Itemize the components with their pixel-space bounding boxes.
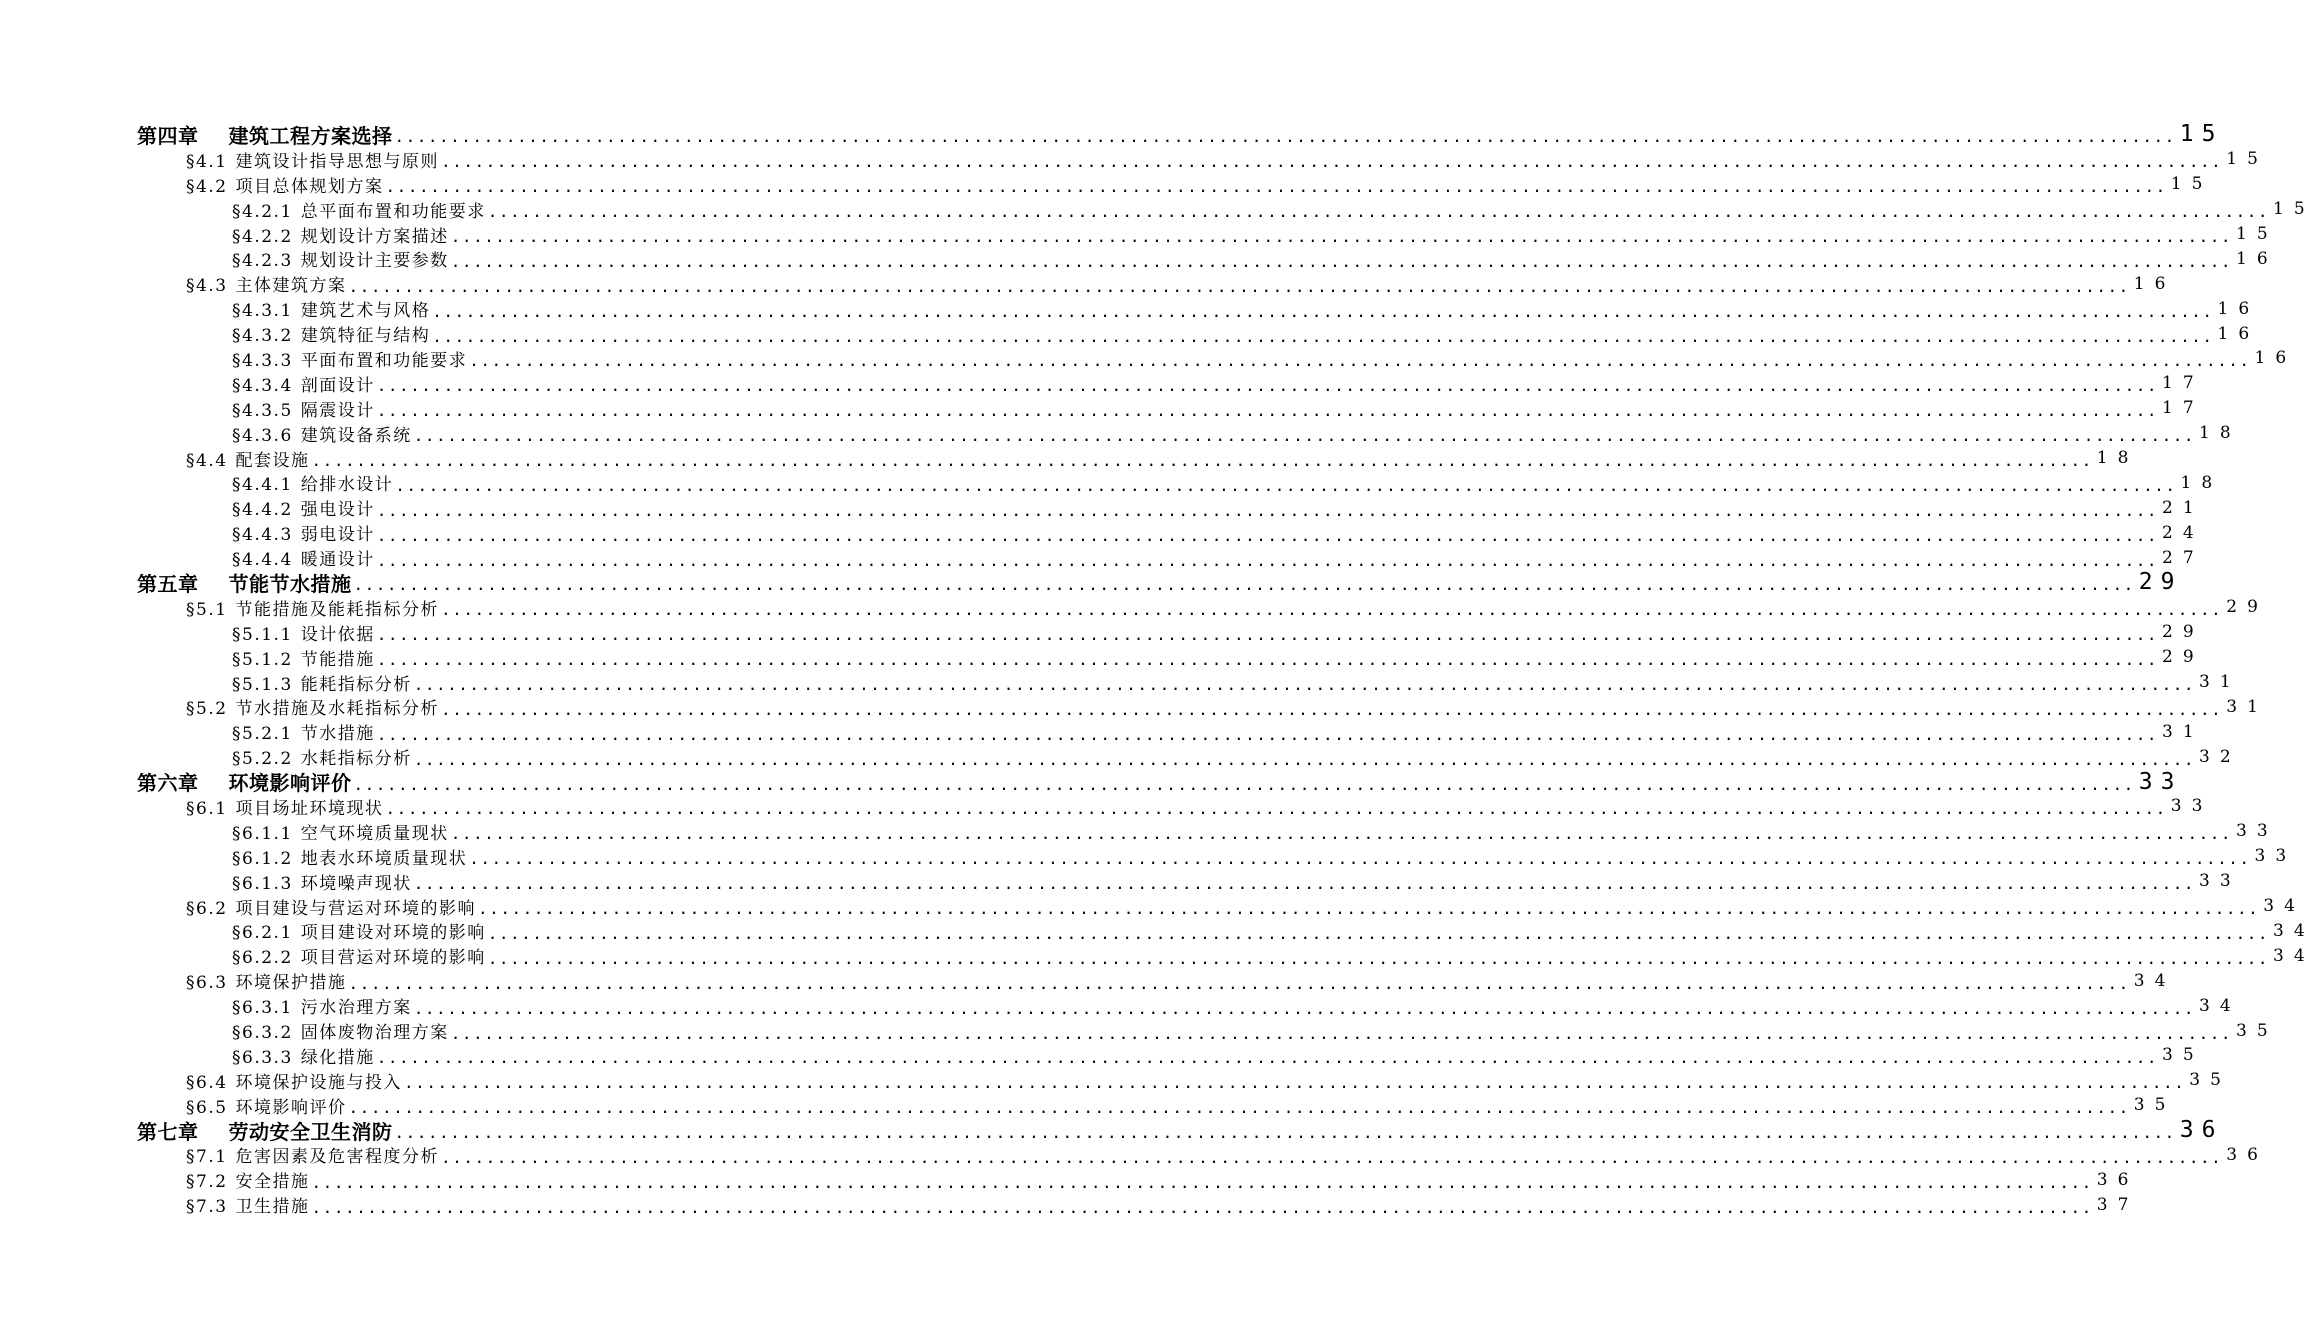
toc-subsection-entry[interactable] [232, 1043, 2204, 1068]
toc-entry-title: 节能措施 [300, 649, 375, 670]
toc-entry-title: 环境影响评价 [235, 1097, 347, 1118]
toc-entry-label [186, 595, 439, 620]
toc-entry-number: §4.2.3 [232, 251, 293, 272]
toc-entry-label [186, 1068, 402, 1093]
toc-entry-title: 隔震设计 [300, 400, 375, 421]
toc-entry-title: 项目总体规划方案 [235, 176, 384, 197]
toc-entry-label [232, 844, 467, 869]
toc-dot-leader: ................................................................................................................................................................ [413, 998, 2196, 1018]
toc-dot-leader: ................................................................................................................................................................ [487, 923, 2270, 943]
toc-subsection-entry[interactable] [232, 993, 2241, 1019]
toc-section-entry[interactable] [186, 1093, 2176, 1118]
toc-entry-number: 第四章 [137, 123, 199, 148]
toc-entry-number: §4.3.3 [232, 350, 293, 371]
toc-entry-number: §4.4 [186, 450, 228, 471]
toc-dot-leader: ................................................................................................................................................................ [348, 973, 2130, 993]
toc-entry-label [232, 744, 412, 769]
toc-entry-label [232, 545, 375, 570]
toc-chapter-entry[interactable] [137, 768, 2183, 796]
toc-page-number: 32 [2199, 746, 2241, 767]
toc-entry-label [232, 993, 412, 1018]
toc-entry-title: 项目场址环境现状 [235, 799, 384, 819]
toc-dot-leader: ................................................................................................................................................................ [353, 774, 2135, 794]
toc-page-number: 15 [2226, 149, 2268, 170]
toc-dot-leader: ................................................................................................................................................................ [376, 525, 2159, 545]
toc-dot-leader: ................................................................................................................................................................ [441, 1147, 2223, 1167]
toc-dot-leader: ................................................................................................................................................................ [450, 227, 2233, 246]
toc-entry-title: 剖面设计 [300, 375, 375, 396]
toc-chapter-entry[interactable] [137, 1117, 2224, 1144]
toc-entry-title: 建筑艺术与风格 [300, 301, 431, 322]
toc-subsection-entry[interactable] [232, 246, 2278, 272]
toc-page-number: 29 [2226, 597, 2268, 618]
toc-dot-leader: ................................................................................................................................................................ [311, 451, 2093, 471]
toc-subsection-entry[interactable] [232, 421, 2241, 446]
toc-dot-leader: ................................................................................................................................................................ [413, 675, 2196, 695]
toc-page-number: 18 [2096, 448, 2139, 469]
toc-entry-number: §6.2.1 [232, 923, 293, 944]
toc-page-number: 16 [2217, 298, 2260, 319]
toc-page-number: 15 [2179, 121, 2224, 148]
toc-dot-leader: ................................................................................................................................................................ [376, 1048, 2159, 1068]
toc-entry-number: §5.2.1 [232, 724, 293, 745]
toc-entry-number: §4.4.1 [232, 475, 293, 496]
toc-entry-label [232, 346, 467, 371]
toc-entry-title: 水耗指标分析 [300, 749, 412, 770]
toc-subsection-entry[interactable] [232, 919, 2315, 944]
toc-subsection-entry[interactable] [232, 670, 2241, 695]
toc-entry-title: 配套设施 [235, 450, 310, 471]
toc-entry-label [232, 819, 449, 844]
toc-entry-title: 建筑特征与结构 [300, 326, 431, 347]
toc-dot-leader: ................................................................................................................................................................ [394, 127, 2176, 147]
toc-entry-title: 安全措施 [235, 1172, 310, 1193]
toc-dot-leader: ................................................................................................................................................................ [395, 475, 2177, 495]
toc-page-number: 35 [2236, 1020, 2278, 1041]
toc-entry-number: §7.1 [186, 1147, 228, 1168]
toc-entry-title: 环境影响评价 [228, 771, 352, 796]
toc-entry-title: 项目营运对环境的影响 [300, 948, 486, 969]
toc-entry-number: §5.1.1 [232, 624, 293, 645]
toc-page-number: 15 [2236, 224, 2278, 244]
toc-chapter-entry[interactable] [137, 569, 2183, 596]
toc-subsection-entry[interactable] [232, 719, 2204, 745]
toc-page-number: 31 [2162, 721, 2204, 742]
toc-entry-title: 环境保护措施 [235, 973, 347, 994]
toc-entry-title: 设计依据 [300, 624, 375, 645]
toc-dot-leader: ................................................................................................................................................................ [469, 849, 2251, 869]
toc-section-entry[interactable] [186, 595, 2268, 620]
toc-dot-leader: ................................................................................................................................................................ [487, 948, 2270, 968]
toc-entry-number: §4.4.3 [232, 525, 293, 546]
toc-entry-label [137, 1116, 393, 1145]
toc-section-entry[interactable] [186, 794, 2213, 819]
toc-dot-leader: ................................................................................................................................................................ [450, 824, 2233, 844]
toc-dot-leader: ................................................................................................................................................................ [376, 724, 2159, 744]
toc-entry-number: §6.3 [186, 973, 228, 994]
toc-entry-title: 主体建筑方案 [235, 276, 347, 297]
toc-entry-title: 绿化措施 [300, 1047, 375, 1068]
toc-entry-number: §6.3.2 [232, 1023, 293, 1044]
toc-entry-label [186, 1167, 310, 1192]
toc-dot-leader: ................................................................................................................................................................ [376, 650, 2159, 670]
toc-entry-label [232, 246, 449, 271]
toc-subsection-entry[interactable] [232, 819, 2278, 844]
toc-entry-number: §4.3.5 [232, 400, 293, 421]
toc-entry-number: §6.1.3 [232, 873, 293, 894]
toc-entry-title: 地表水环境质量现状 [300, 848, 468, 869]
toc-dot-leader: ................................................................................................................................................................ [376, 625, 2159, 645]
toc-page-number: 16 [2133, 273, 2176, 294]
toc-entry-number: 第七章 [137, 1119, 199, 1144]
toc-entry-title: 劳动安全卫生消防 [228, 1119, 393, 1144]
toc-dot-leader: ................................................................................................................................................................ [376, 500, 2159, 520]
toc-entry-number: §4.3.4 [232, 375, 293, 396]
toc-section-entry[interactable] [186, 694, 2268, 720]
toc-dot-leader: ................................................................................................................................................................ [441, 600, 2223, 620]
toc-entry-number: §6.1 [186, 799, 228, 819]
toc-page-number: 34 [2273, 920, 2315, 941]
toc-page-number: 15 [2273, 199, 2315, 220]
toc-section-entry[interactable] [186, 968, 2176, 994]
toc-entry-label [232, 1043, 375, 1068]
toc-entry-number: §6.5 [186, 1097, 228, 1118]
toc-entry-number: §6.4 [186, 1072, 228, 1093]
toc-entry-title: 规划设计方案描述 [300, 226, 449, 247]
toc-entry-title: 污水治理方案 [300, 998, 412, 1019]
toc-entry-label [186, 1192, 310, 1217]
toc-entry-label [232, 197, 486, 222]
toc-subsection-entry[interactable] [232, 470, 2223, 496]
toc-entry-label [232, 719, 375, 744]
toc-entry-label [186, 968, 347, 993]
toc-entry-label [232, 222, 449, 247]
toc-entry-label [232, 520, 375, 545]
toc-entry-label [232, 620, 375, 645]
toc-page-number: 34 [2199, 995, 2241, 1016]
toc-page-number: 35 [2189, 1070, 2231, 1091]
toc-subsection-entry[interactable] [232, 1018, 2278, 1044]
toc-entry-number: §6.1.1 [232, 823, 293, 844]
toc-entry-title: 强电设计 [300, 500, 375, 521]
toc-section-entry[interactable] [186, 271, 2176, 297]
toc-entry-number: §7.2 [186, 1172, 228, 1193]
toc-section-entry[interactable] [186, 1068, 2231, 1093]
toc-entry-title: 平面布置和功能要求 [300, 350, 468, 371]
toc-section-entry[interactable] [186, 894, 2305, 919]
toc-entry-title: 总平面布置和功能要求 [300, 201, 486, 222]
toc-entry-title: 节水措施 [300, 724, 375, 745]
toc-page-number: 18 [2199, 423, 2241, 444]
toc-entry-label [186, 894, 476, 919]
toc-entry-label [186, 694, 439, 719]
toc-page-number: 31 [2226, 696, 2268, 717]
toc-entry-label [232, 421, 412, 446]
toc-entry-title: 固体废物治理方案 [300, 1023, 449, 1044]
toc-entry-number: 第五章 [137, 571, 199, 596]
toc-entry-number: §4.3 [186, 276, 228, 297]
toc-subsection-entry[interactable] [232, 869, 2241, 894]
toc-dot-leader: ................................................................................................................................................................ [376, 376, 2159, 396]
toc-dot-leader: ................................................................................................................................................................ [311, 1197, 2093, 1217]
toc-dot-leader: ................................................................................................................................................................ [376, 550, 2159, 570]
toc-entry-label [232, 645, 375, 670]
toc-chapter-entry[interactable] [137, 121, 2224, 148]
toc-page-number: 34 [2273, 945, 2315, 966]
toc-entry-title: 建筑设计指导思想与原则 [235, 151, 440, 172]
toc-entry-label [232, 495, 375, 520]
toc-page-number: 16 [2236, 248, 2278, 269]
toc-dot-leader: ................................................................................................................................................................ [487, 202, 2270, 222]
toc-entry-label [137, 767, 352, 796]
toc-entry-title: 建筑工程方案选择 [228, 123, 393, 148]
toc-entry-label [232, 670, 412, 695]
toc-entry-label [232, 396, 375, 421]
toc-dot-leader: ................................................................................................................................................................ [404, 1073, 2186, 1093]
toc-entry-title: 规划设计主要参数 [300, 251, 449, 272]
toc-page-number: 34 [2133, 970, 2176, 991]
toc-page-number: 36 [2096, 1169, 2139, 1190]
toc-page-number: 16 [2254, 348, 2297, 369]
toc-subsection-entry[interactable] [232, 645, 2204, 670]
toc-entry-title: 给排水设计 [300, 475, 394, 496]
toc-subsection-entry[interactable] [232, 495, 2204, 521]
toc-dot-leader: ................................................................................................................................................................ [376, 401, 2159, 421]
toc-entry-label [232, 470, 393, 495]
toc-page-number: 17 [2162, 373, 2204, 394]
toc-page-number: 34 [2263, 896, 2305, 917]
toc-subsection-entry[interactable] [232, 197, 2315, 222]
toc-entry-label [137, 568, 352, 597]
toc-entry-label [186, 1093, 347, 1118]
toc-page-number: 35 [2162, 1045, 2204, 1066]
toc-entry-number: §4.1 [186, 151, 228, 172]
toc-entry-number: §5.1.3 [232, 674, 293, 695]
toc-entry-title: 卫生措施 [235, 1197, 310, 1218]
toc-dot-leader: ................................................................................................................................................................ [441, 699, 2223, 719]
toc-section-entry[interactable] [186, 1143, 2268, 1168]
toc-entry-title: 项目建设与营运对环境的影响 [235, 898, 477, 919]
toc-entry-title: 环境保护设施与投入 [235, 1072, 403, 1093]
toc-entry-label [232, 321, 430, 346]
toc-entry-number: §6.3.1 [232, 998, 293, 1019]
toc-page-number: 33 [2170, 796, 2213, 817]
toc-entry-label [232, 943, 486, 968]
toc-entry-number: §6.1.2 [232, 848, 293, 869]
toc-entry-label [232, 1018, 449, 1043]
toc-dot-leader: ................................................................................................................................................................ [413, 874, 2196, 894]
toc-subsection-entry[interactable] [232, 545, 2204, 571]
toc-entry-label [186, 172, 384, 197]
toc-entry-title: 能耗指标分析 [300, 674, 412, 695]
toc-dot-leader: ................................................................................................................................................................ [432, 326, 2214, 346]
toc-page-number: 16 [2217, 323, 2260, 344]
toc-entry-number: 第六章 [137, 771, 199, 796]
toc-page-number: 29 [2138, 569, 2183, 596]
toc-page-number: 29 [2162, 622, 2204, 643]
toc-page-number: 27 [2162, 547, 2204, 568]
toc-entry-number: §5.2.2 [232, 749, 293, 770]
toc-page-number: 29 [2162, 647, 2204, 668]
table-of-contents [0, 121, 2315, 1218]
toc-entry-number: §4.4.4 [232, 550, 293, 571]
toc-subsection-entry[interactable] [232, 620, 2204, 645]
toc-entry-number: §6.2.2 [232, 948, 293, 969]
toc-section-entry[interactable] [186, 147, 2268, 172]
toc-entry-label [232, 371, 375, 396]
toc-page-number: 36 [2179, 1117, 2224, 1144]
toc-dot-leader: ................................................................................................................................................................ [432, 301, 2214, 321]
toc-entry-title: 节水措施及水耗指标分析 [235, 699, 440, 720]
toc-dot-leader: ................................................................................................................................................................ [450, 1023, 2233, 1043]
toc-dot-leader: ................................................................................................................................................................ [469, 351, 2251, 371]
toc-entry-label [232, 918, 486, 943]
toc-page-number: 37 [2096, 1194, 2139, 1215]
toc-entry-number: §7.3 [186, 1197, 228, 1218]
toc-page-number: 18 [2180, 472, 2223, 493]
toc-page-number: 35 [2133, 1095, 2176, 1116]
toc-section-entry[interactable] [186, 1192, 2139, 1218]
toc-page-number: 33 [2138, 768, 2183, 795]
toc-entry-number: §4.2.2 [232, 226, 293, 247]
toc-page-number: 15 [2170, 174, 2213, 195]
toc-dot-leader: ................................................................................................................................................................ [348, 1098, 2130, 1118]
toc-entry-number: §4.2.1 [232, 201, 293, 222]
toc-entry-number: §6.2 [186, 898, 228, 919]
toc-page-number: 36 [2226, 1144, 2268, 1165]
toc-entry-title: 环境噪声现状 [300, 873, 412, 894]
toc-entry-label [186, 271, 347, 296]
toc-section-entry[interactable] [186, 172, 2213, 197]
toc-entry-title: 弱电设计 [300, 525, 375, 546]
toc-entry-label [186, 446, 310, 471]
toc-subsection-entry[interactable] [232, 744, 2241, 770]
toc-entry-number: §4.2 [186, 176, 228, 197]
toc-section-entry[interactable] [186, 446, 2139, 471]
toc-entry-number: §4.3.6 [232, 425, 293, 446]
toc-subsection-entry[interactable] [232, 396, 2204, 421]
toc-entry-title: 建筑设备系统 [300, 425, 412, 446]
toc-entry-label [186, 147, 439, 172]
toc-dot-leader: ................................................................................................................................................................ [311, 1172, 2093, 1192]
toc-page-number: 33 [2199, 871, 2241, 892]
toc-dot-leader: ................................................................................................................................................................ [353, 575, 2135, 595]
toc-entry-label [232, 869, 412, 894]
toc-entry-title: 节能节水措施 [228, 571, 352, 596]
toc-dot-leader: ................................................................................................................................................................ [394, 1123, 2176, 1143]
toc-entry-number: §4.4.2 [232, 500, 293, 521]
toc-entry-number: §4.3.1 [232, 301, 293, 322]
toc-page-number: 31 [2199, 672, 2241, 693]
toc-page-number: 21 [2162, 497, 2204, 518]
toc-subsection-entry[interactable] [232, 222, 2278, 247]
toc-entry-number: §4.3.2 [232, 326, 293, 347]
toc-page-number: 33 [2236, 821, 2278, 842]
toc-page-number: 17 [2162, 398, 2204, 419]
toc-subsection-entry[interactable] [232, 844, 2297, 869]
toc-entry-title: 空气环境质量现状 [300, 823, 449, 844]
toc-dot-leader: ................................................................................................................................................................ [450, 251, 2233, 271]
toc-section-entry[interactable] [186, 1167, 2139, 1193]
toc-entry-label [186, 1142, 439, 1167]
toc-subsection-entry[interactable] [232, 520, 2204, 546]
toc-entry-title: 危害因素及危害程度分析 [235, 1147, 440, 1168]
toc-page-number: 33 [2254, 846, 2297, 867]
toc-subsection-entry[interactable] [232, 943, 2315, 969]
toc-page-number: 24 [2162, 522, 2204, 543]
toc-dot-leader: ................................................................................................................................................................ [413, 749, 2196, 769]
toc-entry-number: §5.1 [186, 599, 228, 620]
toc-entry-number: §6.3.3 [232, 1047, 293, 1068]
toc-subsection-entry[interactable] [232, 321, 2260, 347]
toc-entry-title: 节能措施及能耗指标分析 [235, 599, 440, 620]
toc-entry-label [232, 296, 430, 321]
toc-dot-leader: ................................................................................................................................................................ [478, 899, 2260, 919]
toc-entry-title: 项目建设对环境的影响 [300, 923, 486, 944]
toc-entry-title: 暖通设计 [300, 550, 375, 571]
toc-subsection-entry[interactable] [232, 346, 2297, 371]
toc-dot-leader: ................................................................................................................................................................ [441, 152, 2223, 172]
toc-subsection-entry[interactable] [232, 296, 2260, 322]
toc-entry-number: §5.2 [186, 699, 228, 720]
toc-dot-leader: ................................................................................................................................................................ [385, 799, 2167, 819]
toc-dot-leader: ................................................................................................................................................................ [385, 177, 2167, 197]
toc-subsection-entry[interactable] [232, 371, 2204, 396]
toc-entry-label [186, 794, 384, 819]
toc-entry-number: §5.1.2 [232, 649, 293, 670]
toc-dot-leader: ................................................................................................................................................................ [348, 276, 2130, 296]
toc-entry-label [137, 120, 393, 149]
toc-dot-leader: ................................................................................................................................................................ [413, 426, 2196, 446]
